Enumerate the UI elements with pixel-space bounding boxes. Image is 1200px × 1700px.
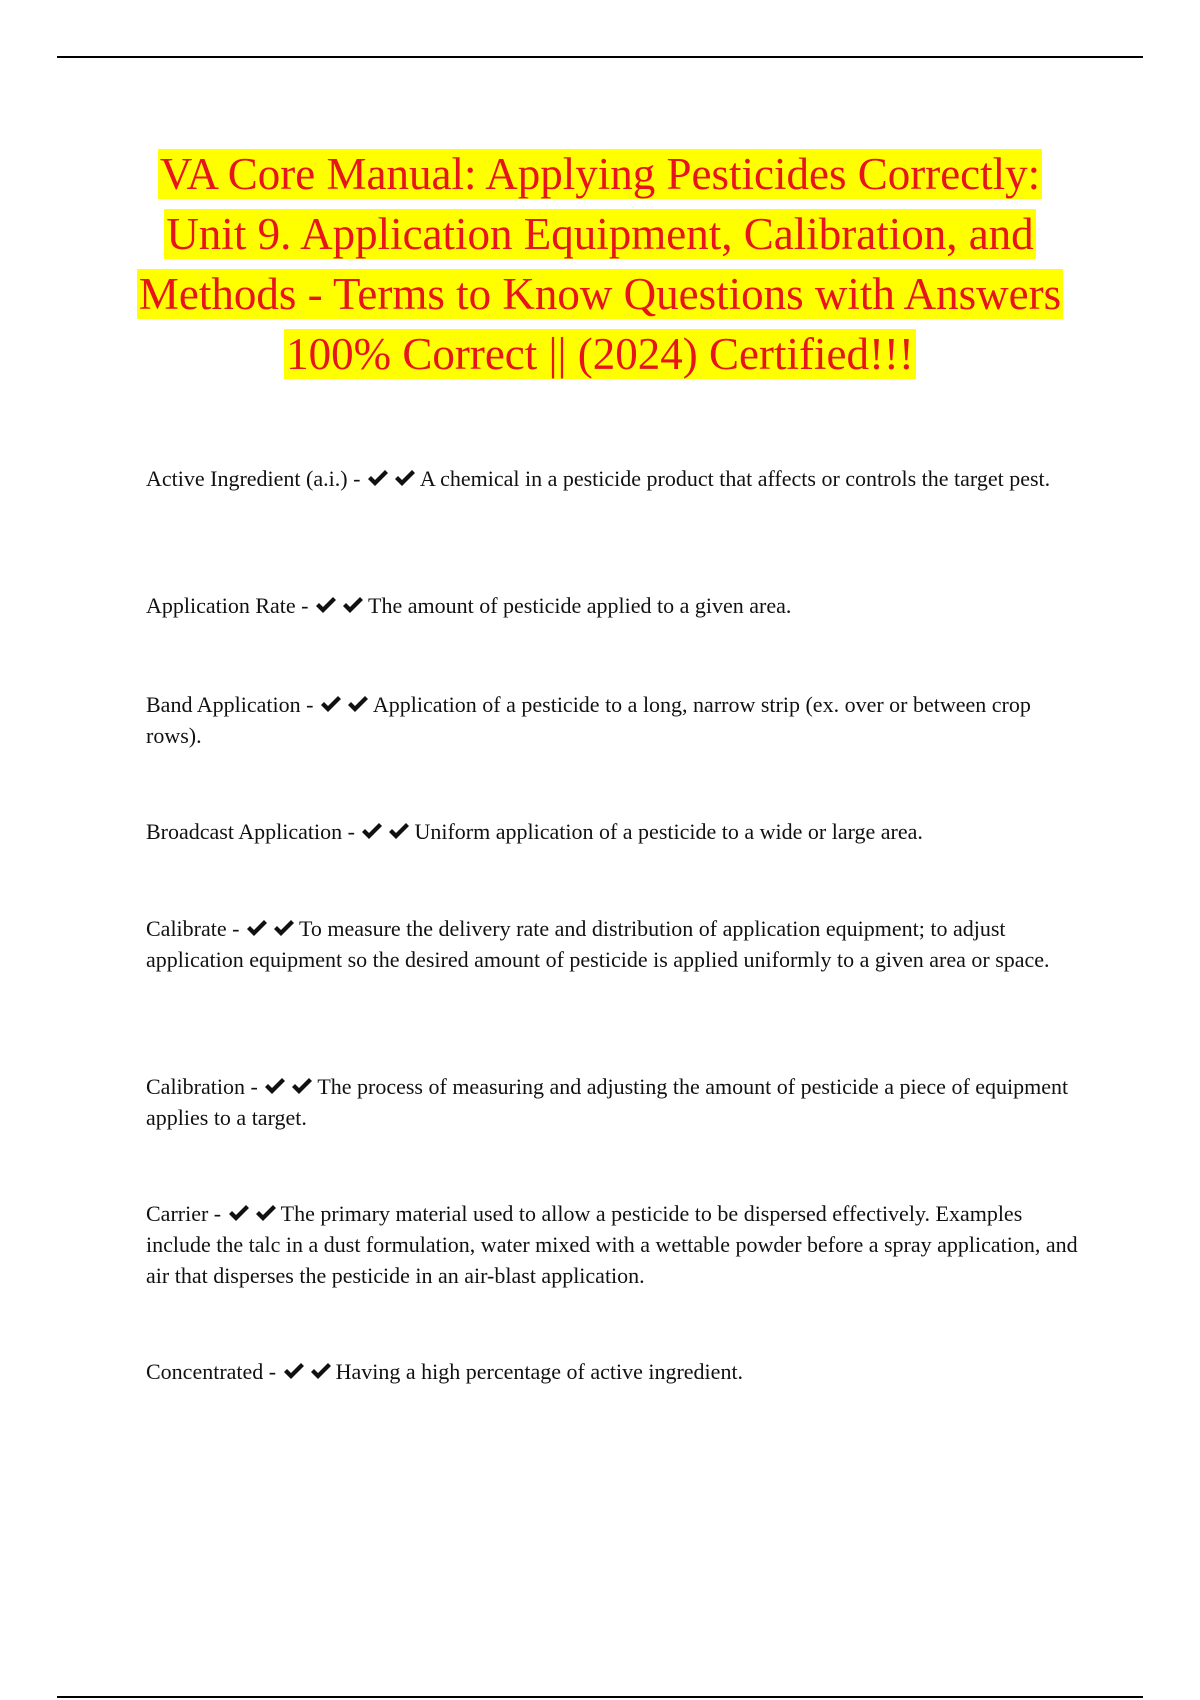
check-icon <box>245 918 269 938</box>
term-answer: The process of measuring and adjusting the amount of pesticide a piece of equipment applies to a target. <box>146 1074 1069 1130</box>
term-answer: The amount of pesticide applied to a given area. <box>368 593 792 618</box>
check-icon <box>314 595 338 615</box>
term-label: Band Application - <box>146 692 319 717</box>
check-icon <box>254 1203 278 1223</box>
document-title-text: VA Core Manual: Applying Pesticides Correctly: Unit 9. Application Equipment, Calibration, and Methods - Terms to Know Questions with Answers 100% Correct || (2024) Certified!!! <box>138 149 1062 379</box>
check-icon <box>393 468 417 488</box>
term-answer: A chemical in a pesticide product that affects or controls the target pest. <box>419 466 1051 491</box>
term-label: Calibration - <box>146 1074 264 1099</box>
term-label: Application Rate - <box>146 593 315 618</box>
check-icon <box>272 918 296 938</box>
check-icon <box>341 595 365 615</box>
check-icon <box>346 694 370 714</box>
check-icon <box>309 1361 333 1381</box>
document-title <box>120 144 1080 384</box>
term-item <box>146 1356 1081 1387</box>
term-item <box>146 816 1081 847</box>
term-answer: The primary material used to allow a pesticide to be dispersed effectively. Examples include the talc in a dust formulation, water mixed with a wettable powder before a spray application, and air that disperses the pesticide in an air-blast application. <box>146 1201 1078 1288</box>
term-answer: To measure the delivery rate and distribution of application equipment; to adjust application equipment so the desired amount of pesticide is applied uniformly to a given area or space. <box>146 916 1050 972</box>
term-label: Carrier - <box>146 1201 227 1226</box>
term-item <box>146 463 1081 494</box>
term-label: Active Ingredient (a.i.) - <box>146 466 366 491</box>
check-icon <box>387 821 411 841</box>
check-icon <box>263 1076 287 1096</box>
check-icon <box>319 694 343 714</box>
bottom-rule <box>57 1696 1143 1698</box>
check-icon <box>290 1076 314 1096</box>
term-answer: Having a high percentage of active ingredient. <box>335 1359 744 1384</box>
term-item <box>146 1198 1081 1291</box>
term-label: Broadcast Application - <box>146 819 361 844</box>
term-answer: Application of a pesticide to a long, narrow strip (ex. over or between crop rows). <box>146 692 1031 748</box>
check-icon <box>366 468 390 488</box>
term-label: Concentrated - <box>146 1359 282 1384</box>
term-item <box>146 913 1081 975</box>
top-rule <box>57 56 1143 58</box>
term-label: Calibrate - <box>146 916 245 941</box>
check-icon <box>227 1203 251 1223</box>
term-answer: Uniform application of a pesticide to a wide or large area. <box>414 819 923 844</box>
check-icon <box>360 821 384 841</box>
term-item <box>146 590 1081 621</box>
check-icon <box>282 1361 306 1381</box>
term-item <box>146 1071 1081 1133</box>
term-item <box>146 689 1081 751</box>
